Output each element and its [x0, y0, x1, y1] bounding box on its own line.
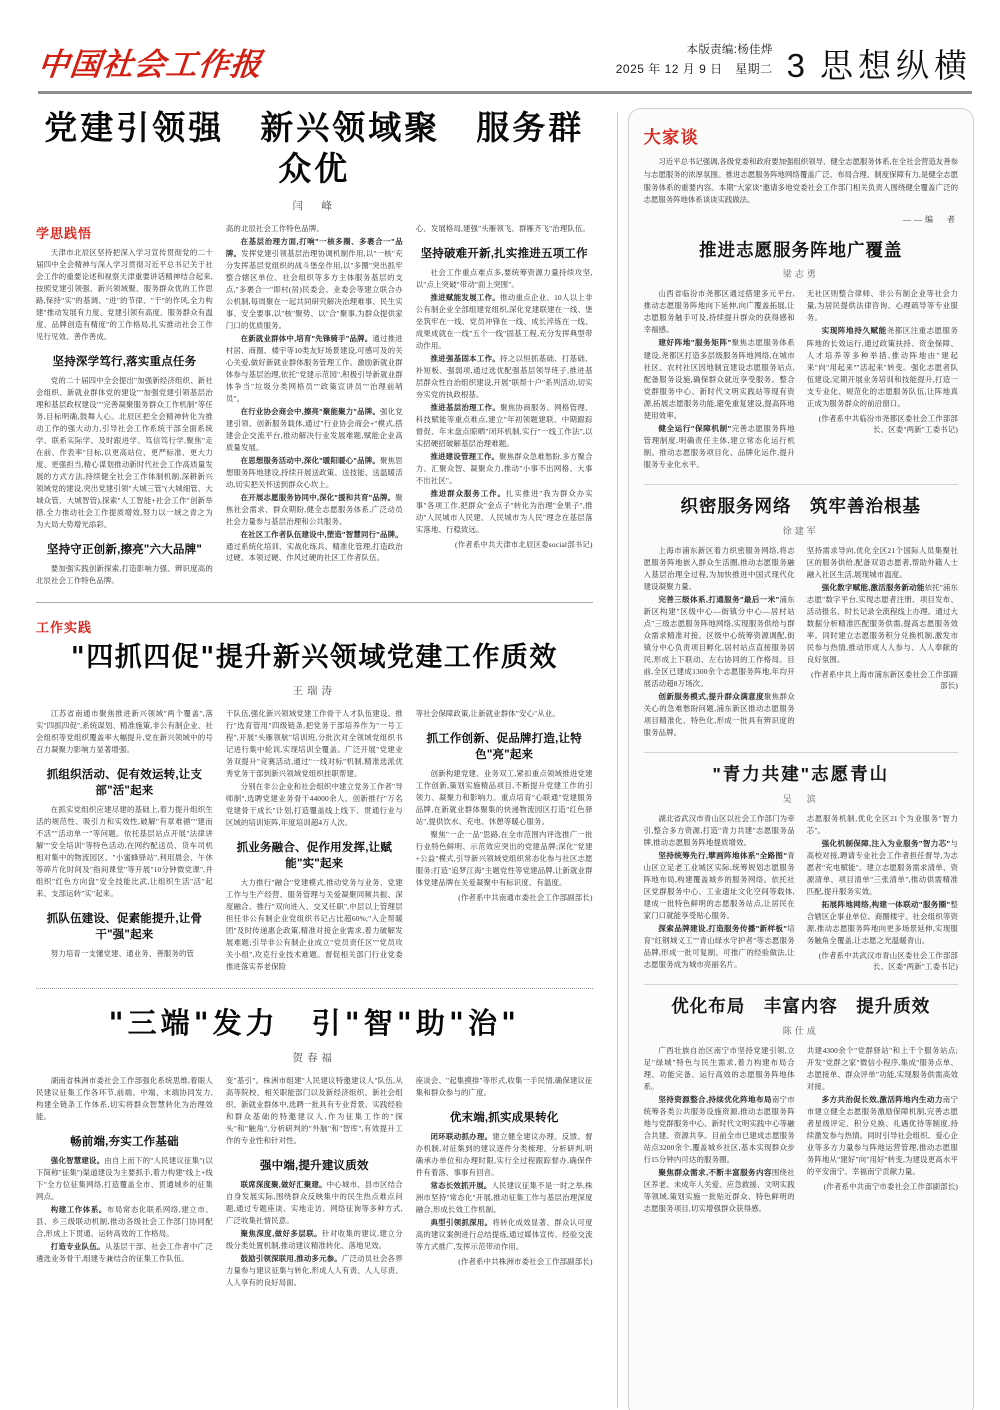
paragraph: [807, 325, 958, 409]
sidebar-item-2-columns: [644, 545, 958, 740]
article3-columns: [36, 1075, 593, 1290]
paragraph: [416, 1217, 593, 1253]
sidebar-item-1-byline: 梁志勇: [782, 269, 819, 280]
article2-subhead-3: 抓业务融合、促作用发挥,让赋能"实"起来: [236, 842, 393, 871]
masthead-title: 中国社会工作报: [36, 47, 264, 84]
paragraph-text: 整合辖区企事业单位、商圈楼宇、社会组织等资源,推动志愿服务阵地向更多场景延伸,实现服务触角全覆盖,让志愿之光温暖青山。: [806, 899, 959, 946]
sidebar-item-2-credit: (作者系中共上海市浦东新区委社会工作部副部长): [811, 669, 959, 690]
sidebar-item-2-col2: [807, 545, 958, 740]
article1-kicker: 学思践悟: [36, 225, 93, 241]
sidebar-item-2-title: 织密服务网络 筑牢善治根基: [680, 495, 922, 516]
lead-in: 在行业协会商会中,擦亮"聚能聚力"品牌。: [240, 406, 380, 416]
paragraph: 山西省临汾市尧都区通过搭建多元平台,推动志愿服务阵地向下延伸,向广覆盖拓展,让志愿服务触手可及,持续提升群众的获得感和幸福感。: [643, 289, 795, 335]
paragraph-text: 浦东新区构建"区级中心—街镇分中心—居村站点"三级志愿服务阵地网络,实现服务供给与群众需求精准对接。区级中心统筹资源调配,街镇分中心负责项目孵化,居村站点直接服务居民,形成上下联动、左右协同的工作格局。目前,全区已建成1300余个志愿服务阵地,年均开展活动超8万场次。: [643, 594, 795, 688]
paragraph: 志愿服务机制,优化全区21个为业服务"智力芯"。: [806, 813, 959, 835]
article3-subhead-2: 强中端,提升建议质效: [259, 1160, 369, 1173]
paragraph-text: 中心城市、县市区结合自身发展实际,围绕群众反映集中的民生热点难点问题,通过专题座谈、实地走访、网络征询等多种方式,广泛收集社情民意。: [225, 1180, 403, 1226]
paragraph: 创新构建党建、业务双工,紧扣重点领域推进党建工作创新,策划实施精品项目,不断提升党建工作的引领力、凝聚力和影响力。重点培育"心联通"党建服务品牌,在新就业群体聚集的快递物流园区打造"红色驿站",提供饮水、充电、休憩等暖心服务。: [415, 769, 593, 827]
sidebar-item-4-col1: [644, 1045, 795, 1216]
paragraph: 高的北辰社会工作特色品牌。: [225, 223, 324, 233]
paragraph: 党的二十届四中全会提出"加强新经济组织、新社会组织、新就业群体党的建设""加强党建引领基层治理和基层政权建设""完善凝聚服务群众工作机制"等任务,目标明确,鼓舞人心。北辰区把全会精神转化为推动工作的强大动力,引导社会工作系统干部全面系统学、联系实际学、及时跟进学、笃信笃行学,聚焦"走在前、作表率"目标,以更高站位、更严标准、更大力度、更强担当,精心谋划推动新时代社会工作高质量发展的方式方法,持续健全社会工作体制机制,深耕新兴领域党的建设,突出党建引领"大城三管"(大城细管、大城众管、大城智管),探索"人工智能+社会工作"创新举措,全力推动社会工作提质增效,努力以一域之青之为为大局大势增光添彩。: [36, 375, 213, 529]
lead-in: 在开展志愿服务协同中,深化"援和共育"品牌。: [240, 492, 396, 502]
paragraph: 等社会保障政策,让新就业群体"安心"从业。: [415, 709, 560, 719]
sidebar-item-4: [644, 995, 958, 1216]
paragraph-text: 人民建议征集不是一时之举,株洲市坚持"常态化"开展,推动征集工作与基层治理深度融合,形成长效工作机制。: [415, 1181, 593, 1215]
lead-in: 坚持资源整合,持续优化阵地布局: [658, 1094, 772, 1104]
sidebar-item-1-credit: (作者系中共临汾市尧都区委社会工作部部长、区委"两新"工委书记): [818, 413, 959, 434]
paragraph: 湖北省武汉市青山区以社会工作部门为牵引,整合多方资源,打造"青力共建"志愿服务品牌,推动志愿服务阵地提质增效。: [643, 813, 795, 847]
paragraph: 上海市浦东新区着力织密服务网络,将志愿服务阵地嵌入群众生活圈,推动志愿服务融入基层治理全过程,为加快推进中国式现代化建设凝聚力量。: [643, 545, 795, 591]
page-body: [0, 108, 1000, 1410]
lead-in: 探索品牌建设,打造服务传播"新样板": [658, 923, 788, 933]
lead-in: 健全运行"保障机制": [658, 423, 732, 433]
article-three-ends: [36, 1005, 593, 1290]
paragraph-text: 持之以恒抓基础、打基础、补短板、强弱项,通过选优配强基层领导班子,推进基层群众性自治组织建设,开展"联帮十户"系列活动,切实夯实党的执政根基。: [415, 353, 593, 399]
lead-in: 推进强基固本工作。: [430, 353, 501, 363]
editor-signature: ——编 者: [903, 214, 958, 224]
sidebar-item-1-col1: [644, 288, 795, 471]
paragraph: [226, 333, 403, 405]
article-lead: [36, 108, 593, 587]
editor-note-text: 习近平总书记强调,各级党委和政府要加强组织领导、健全志愿服务体系,在全社会营造友善参与志愿服务的浓厚氛围。推进志愿服务阵地网络覆盖广泛、布局合理、制度保障有力,是健全志愿服务体系的重要内容。本期"大家谈"邀请多地党委社会工作部门相关负责人围绕健全覆盖广泛的志愿服务阵地体系谈谈实践做法。: [643, 157, 958, 205]
article2-col2: [226, 708, 403, 974]
article3-col2: [226, 1075, 403, 1290]
article1-subhead-1: 坚持深学笃行,落实重点任务: [52, 355, 197, 368]
sidebar-item-3-col2: [807, 813, 958, 972]
article2-headline: "四抓四促"提升新兴领域党建工作质效: [70, 641, 558, 673]
lead-in: 在社区工作者队伍建设中,塑造"智慧同行"品牌。: [240, 529, 403, 539]
article2-subhead-4: 抓工作创新、促品牌打造,让特色"亮"起来: [426, 733, 582, 762]
paragraph: [36, 1241, 213, 1265]
lead-in: 实现阵地持久赋能: [821, 326, 887, 336]
article3-col3: [416, 1075, 593, 1290]
paragraph: [226, 455, 403, 491]
sidebar-divider-1: [644, 484, 958, 485]
paragraph: [416, 1131, 593, 1179]
lead-in: 推进基层治理工作。: [430, 402, 501, 412]
paragraph: [644, 1167, 795, 1215]
paragraph: [644, 423, 795, 471]
article1-subhead-3: 坚持破难开新,扎实推进五项工作: [420, 247, 588, 260]
article1-columns: [36, 223, 593, 588]
paragraph-text: 强化党建引领、创新服务载体,通过"行业协会商会+"模式,搭建会企交流平台,推动解决行业发展难题,赋能企业高质量发展。: [225, 406, 403, 452]
paragraph-text: 完善志愿服务阵地管理制度,明确责任主体,建立常态化运行机制。推动志愿服务项目化、品牌化运作,提升服务专业化水平。: [643, 423, 795, 469]
lead-in: 鼓励引领深联用,推动多元参。: [240, 1254, 342, 1264]
paragraph-text: 聚焦群众急难愁盼,多方聚合力、汇聚众智、凝聚众力,推动"小事不出网格、大事不出社区"。: [415, 451, 593, 485]
article-separator-2: [36, 988, 593, 989]
lead-in: 常态长效抓开展。: [430, 1181, 492, 1191]
sidebar-item-3-byline: 吴 滨: [782, 793, 819, 804]
lead-in: 聚焦群众需求,不断丰富服务内容: [658, 1168, 772, 1178]
paragraph: [226, 1228, 403, 1252]
left-column-zone: [36, 108, 607, 1410]
paragraph: 天津市北辰区坚持把深入学习宣传贯彻党的二十届四中全会精神与深入学习贯彻习近平总书记关于社会工作的重要论述和视察天津重要讲话精神结合起来,按照党建引领强、新兴领域聚、服务群众优的工作思路,保持"实"的基调、"进"的节律、"干"的作风,全力构建"推动发展有力度、党建引领有高度、服务群众有温度、品牌创造有精度"的工作格局,扎实推动社会工作见行见效、善作善成。: [36, 247, 213, 341]
sidebar-item-4-title: 优化布局 丰富内容 提升质效: [671, 996, 931, 1017]
paragraph-text: 聚焦志愿服务体系建设,尧都区打造多层级服务阵地网络,在城市社区、农村社区因地制宜建设志愿服务站点,配备服务设施,确保群众就近享受服务。整合党群服务中心、新时代文明实践站等现有资源,拓展志愿服务功能,避免重复建设,提高阵地使用效率。: [643, 338, 795, 420]
lead-in: 创新服务模式,提升群众满意度: [658, 691, 765, 701]
vertical-divider: [617, 112, 618, 1408]
paragraph-text: 发挥党建引领基层治理协调机制作用,以"一核"充分发挥基层党组织的战斗堡垒作用,以"多圈"突出抓牢整合辖区单位、社会组织等多方主体服务基层的支点,"多裹合一"即村(居)民委会、业委会等建立联合办公机制,每周聚在一起共同研究解决治理难事、民生实事、安全要事,以"核"聚势、以"合"聚事,为群众提供家门口的优质服务。: [225, 248, 403, 330]
sidebar-item-3-col1: [644, 813, 795, 972]
lead-in: 坚持统筹先行,擘画阵地体系"全路图": [658, 850, 788, 860]
article3-col1: [36, 1075, 213, 1290]
paragraph: 座谈会、"起集摸排"等形式,收集一手民情,确保建议征集和群众参与的广度。: [415, 1076, 593, 1098]
paragraph: 江苏省南通市聚焦推进新兴领域"两个覆盖",落实"四抓四促",系统谋划、精准施策,非公有制企业、社会组织等党组织覆盖率大幅提升,党在新兴领域中的号召力凝聚力影响力显著增强。: [36, 709, 213, 755]
paragraph: [36, 1204, 213, 1240]
paragraph-text: 从基层干部、社会工作者中广泛遴选业务骨干,组建专兼结合的征集工作队伍。: [36, 1242, 213, 1264]
lead-in: 闭环联动抓办理。: [430, 1132, 493, 1142]
paragraph: 无社区则整合律师、非公有制企业等社会力量,为居民提供法律咨询、心理疏导等专业服务。: [806, 289, 959, 323]
paragraph: [807, 1094, 958, 1178]
lead-in: 在新就业群体中,培育"先锋骑手"品牌。: [240, 333, 373, 343]
paragraph: [644, 1094, 795, 1166]
paragraph: [416, 1180, 593, 1216]
masthead: [0, 0, 1000, 85]
paragraph-text: 聚焦思想服务阵地建设,持续开展送政策、送技能、送温暖活动,切实把关怀送到群众心坎上。: [225, 455, 403, 489]
lead-in: 推进群众服务工作。: [430, 488, 506, 498]
paragraph-text: 南宁市建立健全志愿服务激励保障机制,完善志愿者星级评定、积分兑换、礼遇优待等制度,持续激发参与热情。同时引导社会组织、爱心企业等多方力量参与阵地运营管理,推动志愿服务阵地从"建好"向"用好"转变,为建设更高水平的平安南宁、幸福南宁贡献力量。: [806, 1094, 959, 1177]
sidebar-item-4-credit: (作者系中共南宁市委社会工作部副部长): [823, 1182, 959, 1192]
paragraph: [807, 838, 958, 898]
paragraph: 分别在非公企业和社会组织中建立党务工作者"导师制",选聘党建业务骨干44000余人。创新推行"万名党建骨干成长"计划,打造覆盖线上线下、贯通行业与区域的培训矩阵,年度培训超4万人次。: [225, 782, 403, 828]
sidebar-item-1-title: 推进志愿服务阵地广覆盖: [699, 239, 903, 260]
paragraph: 心、发展格局,建强"头雁领飞、群雁齐飞"治理队伍。: [415, 223, 590, 233]
sidebar-item-3-columns: [644, 813, 958, 972]
article3-headline: "三端"发力 引"智"助"治": [108, 1006, 521, 1041]
paragraph-text: 将转化成效显著、群众认可度高的建议案例进行总结提炼,通过媒体宣传、经验交流等方式推广,发挥示范带动作用。: [415, 1218, 593, 1252]
article-separator-1: [36, 602, 593, 603]
paragraph: [416, 402, 593, 450]
paragraph-text: 培育"红钢城义工""青山绿水守护者"等志愿服务品牌,形成一批可复制、可推广的经验做法,让志愿服务成为城市亮丽名片。: [643, 923, 795, 970]
sidebar-tag: 大家谈: [643, 128, 700, 148]
paragraph: [644, 923, 795, 971]
paragraph: [226, 1253, 403, 1289]
lead-in: 在基层治理方面,打响"一核多圈、多裹合一"品牌。: [225, 236, 403, 258]
lead-in: 建好阵地"服务矩阵": [658, 338, 732, 348]
paragraph: [36, 1155, 213, 1203]
sidebar-item-2-byline: 徐建军: [782, 525, 819, 536]
paragraph: [226, 1179, 403, 1227]
article2-kicker: 工作实践: [36, 619, 93, 635]
paragraph: [807, 582, 958, 666]
lead-in: 构建工作体系。: [50, 1205, 107, 1215]
paragraph: [644, 850, 795, 922]
lead-in: 强化智慧建设。: [50, 1156, 105, 1166]
sidebar-item-1: [644, 239, 958, 472]
paragraph-text: 布局常态化联系网络,建立市、县、乡三级联动机制,推动各级社会工作部门协同配合,形成上下贯通、运转高效的工作格局。: [36, 1205, 213, 1239]
article1-byline: 闫 峰: [292, 200, 337, 212]
paragraph: 聚焦"一企一品"思路,在全市范围内评选推广一批行业特色鲜明、示范效应突出的党建品牌;深化"党建+公益"模式,引导新兴领域党组织常态化参与社区志愿服务;打造"追梦江海"主题党性等党建品牌,让新就业群体党建品牌在关爱凝聚中有标识度、有温度。: [415, 830, 593, 888]
discussion-panel: [628, 108, 974, 1410]
newspaper-logo: [36, 47, 264, 84]
sidebar-item-2: [644, 495, 958, 740]
article2-byline: 王瑞涛: [292, 686, 337, 698]
lead-in: 多方共治促长效,激活阵地内生动力: [821, 1094, 943, 1104]
paragraph-text: 南宁市统筹各类公共服务设施资源,推动志愿服务阵地与党群服务中心、新时代文明实践中心等融合共建、资源共享。目前全市已建成志愿服务站点3200余个,覆盖城乡社区,基本实现群众步行15分钟内可达的服务圈。: [643, 1094, 795, 1165]
sidebar-item-4-col2: [807, 1045, 958, 1216]
article2-col3: [416, 708, 593, 974]
paragraph: 广西壮族自治区南宁市坚持党建引领,立足"绿城"特色与民生需求,着力构建布局合理、功能完备、运行高效的志愿服务阵地体系。: [643, 1045, 795, 1091]
paragraph: 坚持需求导向,优化全区21个国际人员集聚社区的服务供给,配备双语志愿者,帮助外籍人士融入社区生活,展现城市温度。: [806, 545, 959, 579]
paragraph-text: 聚焦社会需求、群众期盼,健全志愿服务体系,广泛动员社会力量参与基层治理和公共服务。: [225, 492, 403, 526]
article2-credit: (作者系中共南通市委社会工作部副部长): [458, 893, 593, 903]
paragraph: [416, 292, 593, 352]
paragraph: 湖南省株洲市委社会工作部强化系统思维,着眼人民建议征集工作各环节,前端、中端、末端协同发力,构建全链条工作体系,切实将群众智慧转化为治理效能。: [36, 1076, 213, 1122]
paragraph: [416, 488, 593, 536]
lead-in: 在思想服务活动中,深化"暖阳暖心"品牌。: [240, 455, 380, 465]
paragraph: [226, 492, 403, 528]
paragraph: [416, 353, 593, 401]
article1-credit: (作者系中共天津市北辰区委social部书记): [455, 539, 593, 549]
lead-in: 推进赋能发展工作。: [430, 292, 501, 302]
article3-subhead-1: 畅前端,夯实工作基础: [70, 1136, 179, 1149]
article1-subhead-2: 坚持守正创新,擦亮"六大品牌": [46, 543, 202, 556]
sidebar-item-4-byline: 陈仕成: [782, 1025, 819, 1036]
sidebar-item-2-col1: [644, 545, 795, 740]
page-number: 3: [786, 47, 806, 85]
paragraph-text: 聚焦协商服务、网格管理、科技赋能等重点难点,建立"年初领题建联、中期跟踪督促、年末盘点晾晒"闭环机制,实行"一线工作法",以实招硬招破解基层治理难题。: [415, 402, 593, 448]
lead-in: 聚焦深度,做好多层联。: [240, 1229, 322, 1239]
paragraph-text: 推动重点企业、10人以上非公有制企业全部组建党组织,深化党建联建在一线、堡垒筑牢在一线、党员冲锋在一线、成长淬炼在一线、成果成就在一线"五个一线"固基工程,充分发挥典型带动作用。: [415, 292, 593, 350]
paragraph: 变"基引"。株洲市组建"人民建议特邀建议人"队伍,从高等院校、相关职能部门以及新经济组织、新社会组织、新就业群体中,选聘一批具有专业背景、实践经验和群众基础的特邀建议人,作为征集工作的"探头"和"触角",分析研判的"外脑"和"智库",有效提升工作的专业性和针对性。: [225, 1076, 403, 1146]
masthead-meta: [616, 42, 773, 81]
paragraph-text: 通过推进村居、商圈、楼宇等10类友好场景建设,可感可及的关心关爱,做好新就业群体服务管理工作。激励新就业群体参与基层治理,依托"党建示范园",积极引导新就业群体争当"垃圾分类网格员""政策宣讲员""治理前哨员"。: [225, 333, 403, 403]
sidebar-item-3-title: "青力共建"志愿青山: [712, 763, 890, 784]
paragraph: [644, 337, 795, 421]
page-editor: 本版责编:杨佳烨: [686, 44, 773, 56]
masthead-right: [615, 42, 972, 85]
sidebar-divider-3: [644, 984, 958, 985]
paragraph-text: 扎实推进"我为群众办实事"各项工作,把群众"金点子"转化为治理"金果子",推动"人民城市人民建、人民城市为人民"理念在基层落实落地、行稳致远。: [415, 488, 593, 534]
paragraph: [226, 406, 403, 454]
article1-col1: [36, 223, 213, 588]
article1-col3: [416, 223, 593, 588]
paragraph: 在抓实党组织应建尽建的基础上,着力提升组织生活的规范性、吸引力和实效性,破解"有章难循""建而不活""活动单一"等问题。依托基层站点开展"法律讲解""安全培训"等特色活动,在网约配送员、货车司机相对集中的物流园区、"小蜜蜂驿站",利用晨会、午休等碎片化时间及"指间课堂"等开展"10分钟微党课",并组织"红色方向盘"安全技能比武,让组织生活"活"起来、支部运转"实"起来。: [36, 805, 213, 899]
article3-credit: (作者系中共株洲市委社会工作部副部长): [458, 1257, 593, 1267]
paragraph-text: 依托"浦东志愿"数字平台,实现志愿者注册、项目发布、活动报名、时长记录全流程线上办理。通过大数据分析精准匹配服务供需,提高志愿服务效率。同时建立志愿服务积分兑换机制,激发市民参与热情,推动形成人人参与、人人奉献的良好氛围。: [806, 582, 959, 664]
paragraph: 努力培育一支懂党建、通业务、善服务的管: [50, 949, 195, 959]
section-title: 思想纵横: [820, 47, 972, 85]
lead-in: 打造专业队伍。: [50, 1242, 105, 1252]
lead-in: 强化数字赋能,激活服务新动能: [821, 582, 925, 592]
lead-in: 完善三级体系,打通服务"最后一米": [658, 594, 780, 604]
sidebar-divider-2: [644, 752, 958, 753]
sidebar-zone: [628, 108, 974, 1410]
paragraph: [226, 236, 403, 332]
sidebar-item-3-credit: (作者系中共武汉市青山区委社会工作部部长、区委"两新"工委书记): [818, 951, 959, 972]
article2-subhead-1: 抓组织活动、促有效运转,让支部"活"起来: [46, 769, 203, 798]
paragraph-text: 尧都区注重志愿服务阵地的长效运行,通过政策扶持、资金保障、人才培养等多种举措,推动阵地由"建起来"向"用起来""活起来"转变。强化志愿者队伍建设,定期开展业务培训和技能提升,打造一支专业化、规范化的志愿服务队伍,让阵地真正成为服务群众的前沿窗口。: [806, 326, 959, 408]
paragraph: 要加强实践创新探索,打造影响力强、辨识度高的北辰社会工作特色品牌。: [36, 563, 213, 585]
sidebar-item-3: [644, 763, 958, 972]
publish-date: 2025 年 12 月 9 日 星期二: [615, 61, 773, 76]
paragraph: 共建4300余个"党群驿站"和上千个服务站点;开发"党群之家"微信小程序,集成"服务点单、志愿接单、群众评单"功能,实现服务供需高效对接。: [806, 1045, 959, 1091]
paragraph: 干队伍,强化新兴领域党建工作骨干人才队伍建设。推行"选育管用"四级链条,把党务干部培养作为"一号工程",开展"头雁领航"培训班,分批次对全领域党组织书记进行集中轮训,实现培训全覆盖。广泛开展"党建业务双提升"竞赛活动,通过"一线对标"机制,精准选派优秀党务干部到新兴领域党组织挂职帮建。: [225, 709, 403, 779]
paragraph-text: 聚焦群众关心的急难愁盼问题,浦东新区推动志愿服务项目精准化、特色化,形成一批具有辨识度的服务品牌。: [643, 691, 795, 737]
paragraph: [226, 529, 403, 565]
article3-subhead-3: 优末端,抓实成果转化: [449, 1112, 559, 1125]
article1-col2: [226, 223, 403, 588]
paragraph-text: 针对收集的建议,建立分级分类处置机制,推动建议精准转化、落地见效。: [225, 1229, 403, 1251]
paragraph-text: 围绕社区养老、未成年人关爱、应急救援、文明实践等领域,策划实施一批贴近群众、特色鲜明的志愿服务项目,切实增强群众获得感。: [643, 1168, 795, 1214]
article3-byline: 贺春福: [292, 1053, 337, 1065]
paragraph: [644, 594, 795, 690]
lead-in: 拓展阵地网络,构建一体联动"服务圈": [821, 899, 951, 909]
masthead-rule: [38, 91, 972, 94]
paragraph-text: 与高校对接,聘请专业社会工作者担任督导,为志愿者"充电赋能"。建立志愿服务需求清单、资源清单、项目清单"三张清单",推动供需精准匹配,提升服务实效。: [806, 838, 959, 896]
paragraph: 社会工作重点难点多,要统筹资源力量持续攻坚,以"点上突破"带动"面上突围"。: [415, 267, 593, 289]
paragraph: [416, 451, 593, 487]
paragraph: 大力推行"融合"党建模式,推动党务与业务、党建工作与生产经营、服务管理与关爱凝聚同频共振、深度融合。推行"双向进入、交叉任职",中层以上管理层担任非公有制企业党组织书记占比超60%;"入企帮暖团"及时传递惠企政策,精准对接企业需求,着力破解发展难题;引导非公有制企业成立"党员责任区""党员攻关小组",攻克行业技术难题。督促相关部门行业党委推进落实养老保险: [225, 878, 403, 972]
paragraph-text: 青山区立足老工业城区实际,统筹规划志愿服务阵地布局,构建覆盖城乡的服务网络。依托社区党群服务中心、工业遗址文化空间等载体,建成一批特色鲜明的志愿服务站点,让居民在家门口就能享受贴心服务。: [643, 850, 795, 920]
sidebar-item-1-col2: [807, 288, 958, 471]
paragraph-text: 通过系统化培训、实战化练兵、精准化管理,打造政治过硬、本领过硬、作风过硬的社区工作者队伍。: [225, 541, 403, 563]
paragraph: [807, 899, 958, 947]
lead-in: 联席深度聚,做好汇聚建。: [240, 1180, 327, 1190]
sidebar-item-1-columns: [644, 288, 958, 471]
editor-note: [644, 156, 958, 224]
article-practice: [36, 617, 593, 974]
article2-subhead-2: 抓队伍建设、促素能提升,让骨干"强"起来: [46, 913, 203, 942]
lead-in: 强化机制保障,注入为业服务"智力芯": [821, 838, 951, 848]
sidebar-item-4-columns: [644, 1045, 958, 1216]
article2-col1: [36, 708, 213, 974]
paragraph-text: 由自上而下的"人民建议征集"(以下简称"征集")渠道建设为主要抓手,着力构建"线上+线下"全方位征集网络,打造覆盖全市、贯通城乡的征集网点。: [36, 1156, 213, 1202]
paragraph: [644, 691, 795, 739]
article1-headline: 党建引领强 新兴领域聚 服务群众优: [44, 108, 585, 188]
paragraph-text: 广泛动员社会各界力量参与建议征集与转化,形成人人有责、人人尽责、人人享有的良好局面。: [225, 1254, 403, 1288]
lead-in: 推进建设管理工作。: [430, 451, 500, 461]
lead-in: 典型引领抓深用。: [430, 1218, 493, 1228]
article2-columns: [36, 708, 593, 974]
paragraph-text: 建立健全建议办理、反馈、督办机制,对征集到的建议逐件分类梳理、分析研判,明确承办单位和办理时限,实行全过程跟踪督办,确保件件有着落、事事有回音。: [415, 1132, 593, 1178]
